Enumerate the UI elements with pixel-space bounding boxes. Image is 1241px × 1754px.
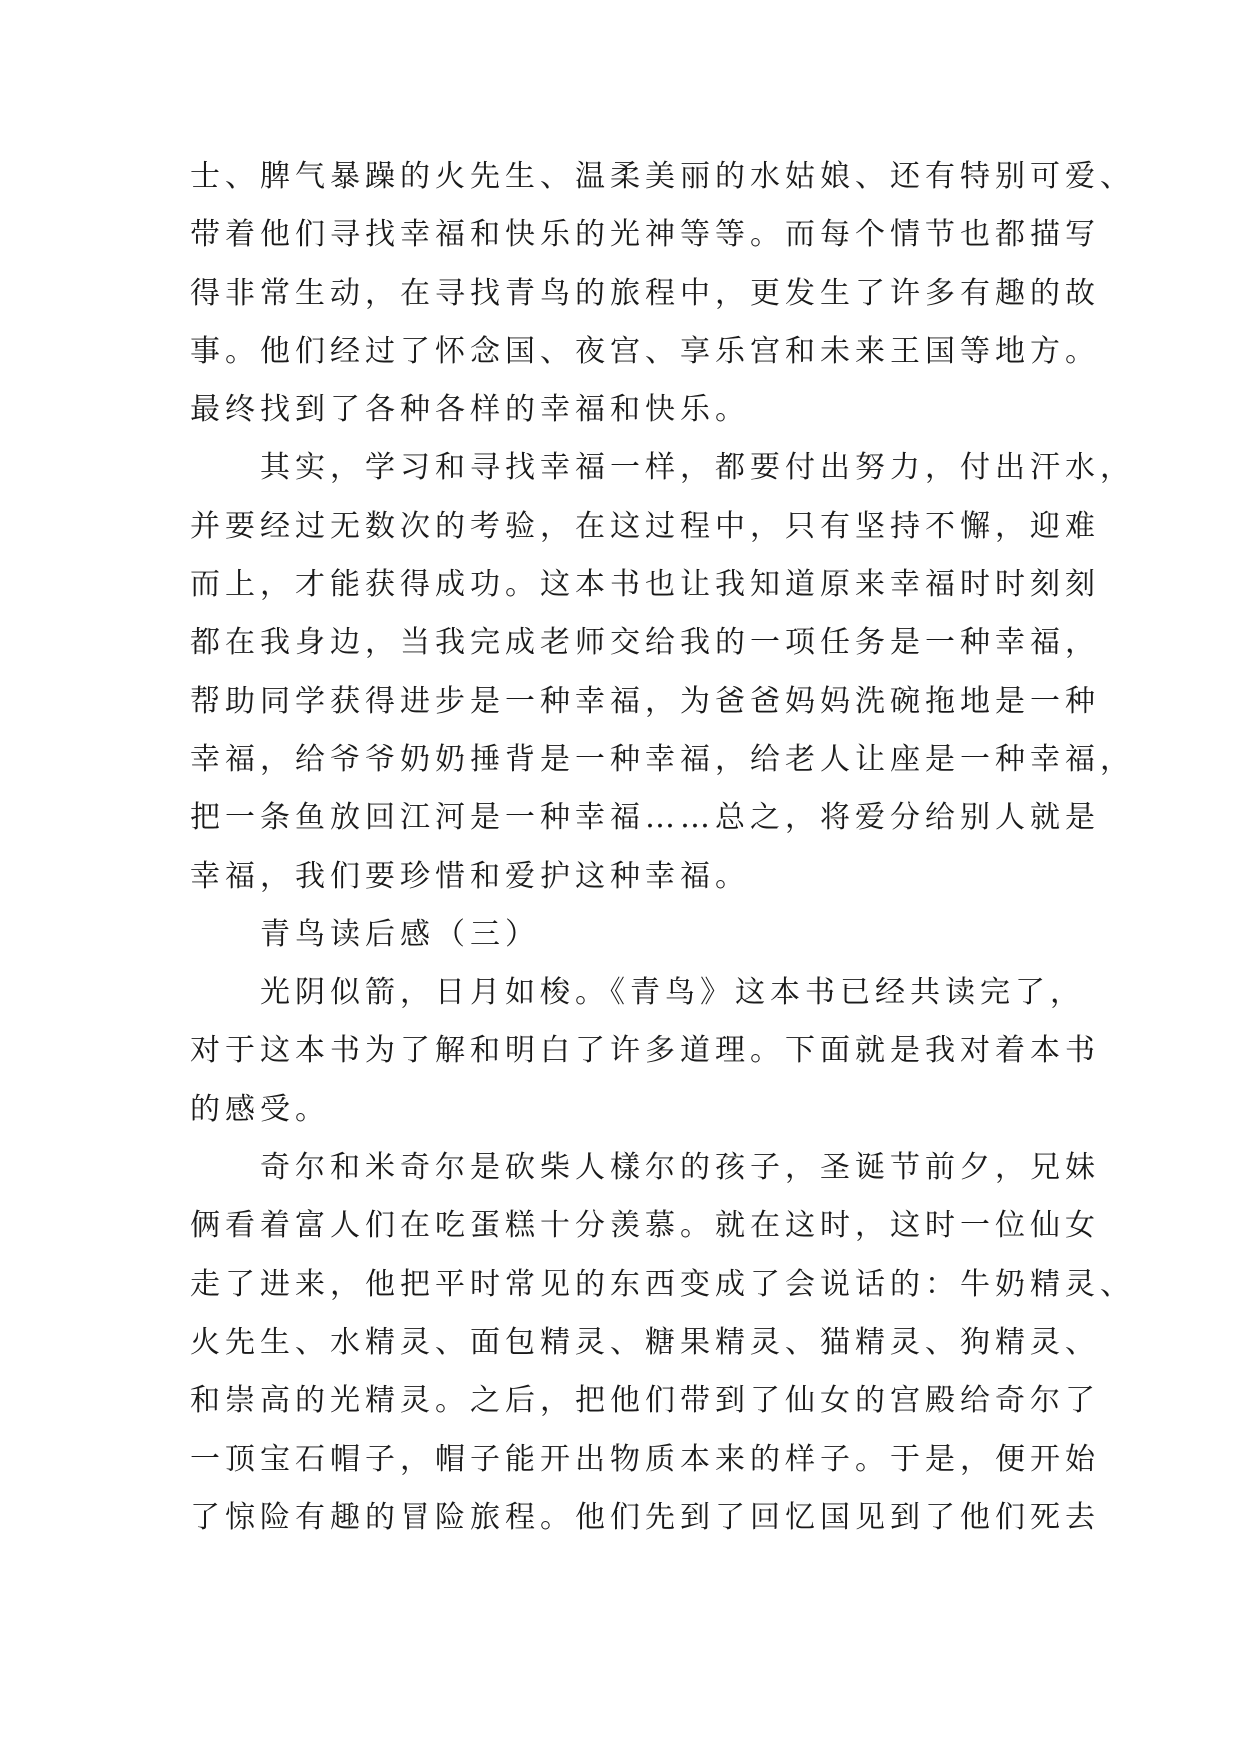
text-line: 并要经过无数次的考验，在这过程中，只有坚持不懈，迎难 [190, 508, 1100, 544]
text-line: 了惊险有趣的冒险旅程。他们先到了回忆国见到了他们死去 [190, 1499, 1100, 1535]
text-line: 幸福，给爷爷奶奶捶背是一种幸福，给老人让座是一种幸福， [190, 741, 1135, 777]
text-line: 最终找到了各种各样的幸福和快乐。 [190, 392, 750, 428]
text-line: 的感受。 [190, 1091, 330, 1127]
text-line: 光阴似箭，日月如梭。《青鸟》这本书已经共读完了， [190, 975, 1085, 1011]
text-line: 火先生、水精灵、面包精灵、糖果精灵、猫精灵、狗精灵、 [190, 1324, 1100, 1360]
text-line: 奇尔和米奇尔是砍柴人樣尔的孩子，圣诞节前夕，兄妹 [190, 1150, 1100, 1186]
text-line: 士、脾气暴躁的火先生、温柔美丽的水姑娘、还有特别可爱、 [190, 159, 1135, 194]
text-line: 帮助同学获得进步是一种幸福，为爸爸妈妈洗碗拖地是一种 [190, 683, 1100, 719]
text-line: 得非常生动，在寻找青鸟的旅程中，更发生了许多有趣的故 [190, 275, 1100, 311]
text-line: 都在我身边，当我完成老师交给我的一项任务是一种幸福， [190, 625, 1100, 661]
text-line: 其实，学习和寻找幸福一样，都要付出努力，付出汗水， [190, 450, 1135, 486]
text-line: 带着他们寻找幸福和快乐的光神等等。而每个情节也都描写 [190, 217, 1100, 253]
section-heading: 青鸟读后感（三） [190, 916, 540, 952]
text-line: 对于这本书为了解和明白了许多道理。下面就是我对着本书 [190, 1033, 1100, 1069]
body-text [190, 148, 1135, 1547]
text-line: 而上，才能获得成功。这本书也让我知道原来幸福时时刻刻 [190, 567, 1100, 603]
text-line: 事。他们经过了怀念国、夜宫、享乐宫和未来王国等地方。 [190, 333, 1100, 369]
text-line: 一顶宝石帽子，帽子能开出物质本来的样子。于是，便开始 [190, 1441, 1100, 1477]
text-line: 走了进来，他把平时常见的东西变成了会说话的：牛奶精灵、 [190, 1266, 1135, 1302]
text-line: 幸福，我们要珍惜和爱护这种幸福。 [190, 858, 750, 894]
text-line: 和崇高的光精灵。之后，把他们带到了仙女的宫殿给奇尔了 [190, 1383, 1100, 1419]
text-line: 把一条鱼放回江河是一种幸福……总之，将爱分给别人就是 [190, 800, 1100, 836]
text-line: 俩看着富人们在吃蛋糕十分羡慕。就在这时，这时一位仙女 [190, 1208, 1100, 1244]
